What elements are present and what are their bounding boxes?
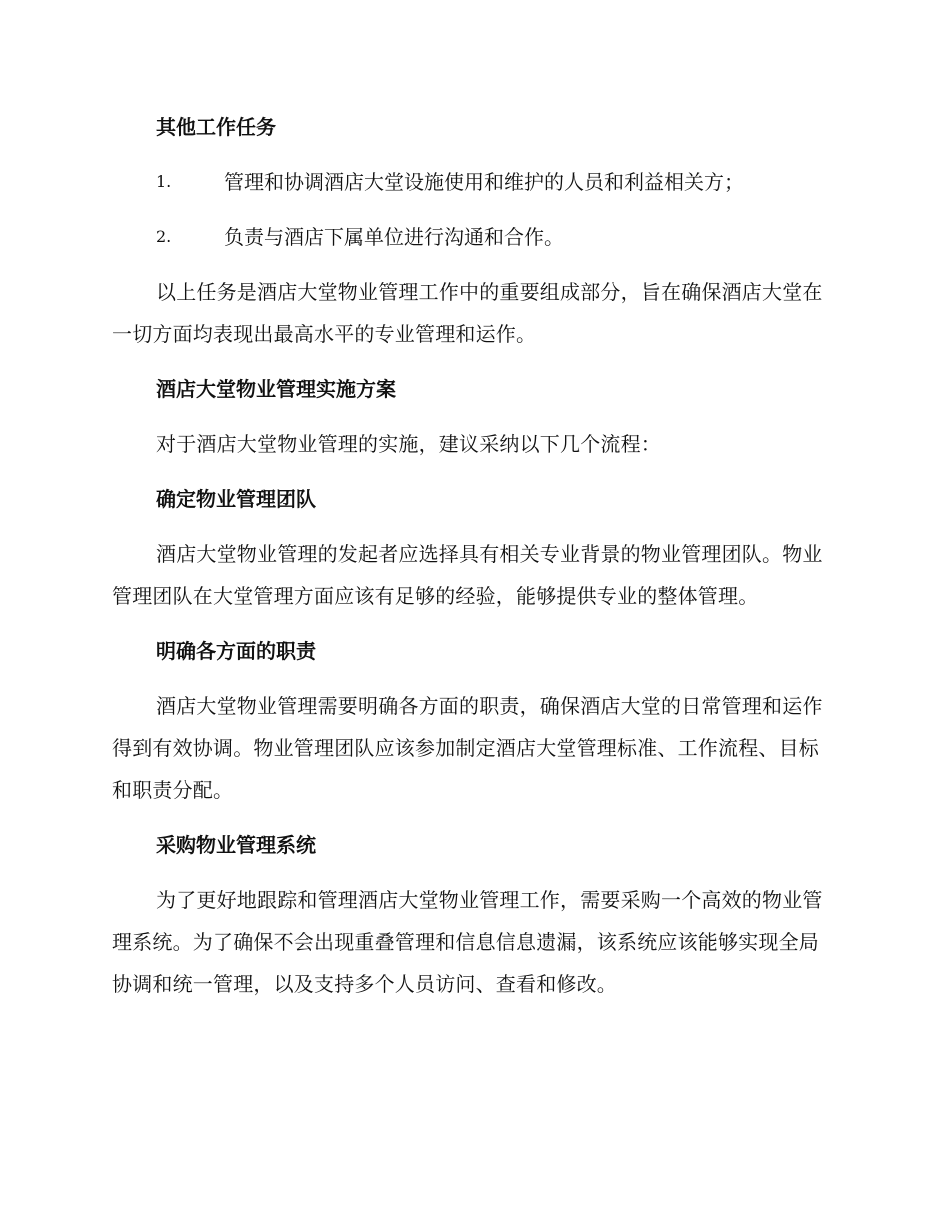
heading-implementation-plan: 酒店大堂物业管理实施方案 [156, 377, 396, 401]
heading-system: 采购物业管理系统 [156, 833, 316, 857]
paragraph-duties: 酒店大堂物业管理需要明确各方面的职责，确保酒店大堂的日常管理和运作得到有效协调。物业管理团队应该参加制定酒店大堂管理标准、工作流程、目标和职责分配。 [112, 694, 823, 802]
heading-team: 确定物业管理团队 [156, 487, 316, 511]
list-text: 管理和协调酒店大堂设施使用和维护的人员和利益相关方； [224, 170, 744, 194]
list-item [112, 161, 832, 203]
heading-duties: 明确各方面的职责 [156, 639, 316, 663]
paragraph-team: 酒店大堂物业管理的发起者应选择具有相关专业背景的物业管理团队。物业管理团队在大堂管理方面应该有足够的经验，能够提供专业的整体管理。 [112, 542, 823, 608]
paragraph-system: 为了更好地跟踪和管理酒店大堂物业管理工作，需要采购一个高效的物业管理系统。为了确保不会出现重叠管理和信息信息遗漏，该系统应该能够实现全局协调和统一管理，以及支持多个人员访问、查看和修改。 [112, 888, 823, 996]
list-item [112, 216, 832, 258]
heading-other-tasks: 其他工作任务 [156, 115, 276, 139]
document-body [112, 106, 832, 1018]
list-number: 2. [156, 227, 172, 246]
list-number: 1. [156, 172, 172, 191]
paragraph-plan-intro: 对于酒店大堂物业管理的实施，建议采纳以下几个流程： [156, 432, 661, 456]
paragraph-summary: 以上任务是酒店大堂物业管理工作中的重要组成部分，旨在确保酒店大堂在一切方面均表现出最高水平的专业管理和运作。 [112, 280, 823, 346]
list-text: 负责与酒店下属单位进行沟通和合作。 [224, 225, 564, 249]
